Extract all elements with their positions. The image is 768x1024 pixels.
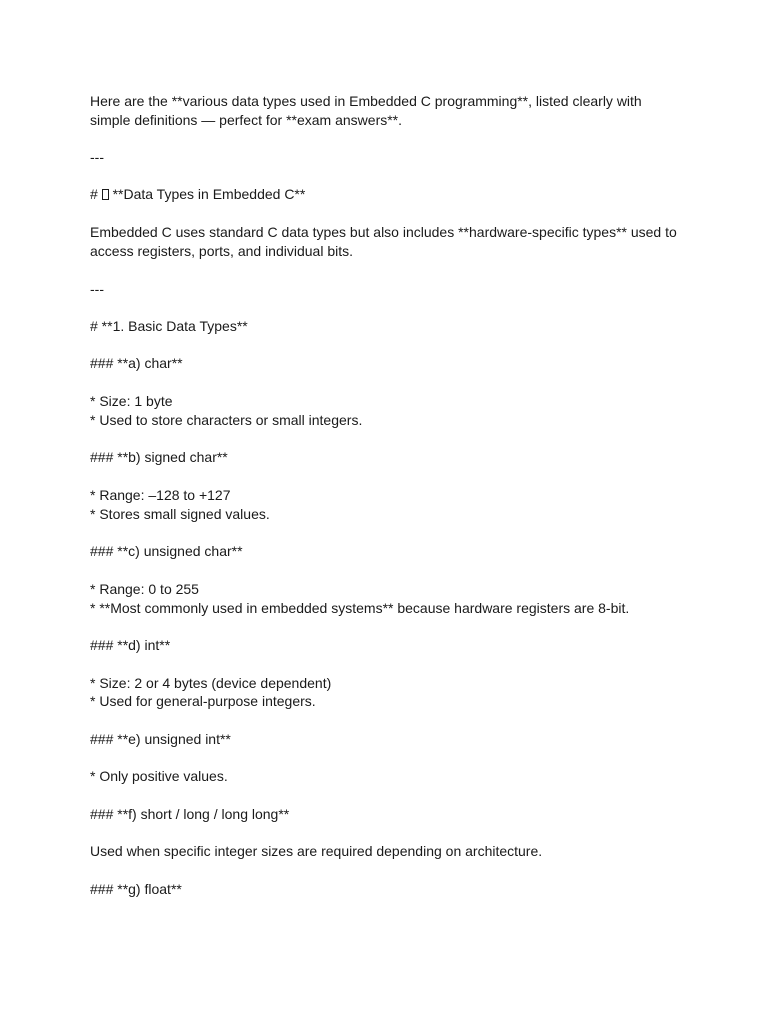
bullet-char-usage: * Used to store characters or small integers.: [90, 412, 363, 428]
bullet-unsigned-int-values: * Only positive values.: [90, 768, 228, 784]
subheading-unsigned-int: ### **e) unsigned int**: [90, 731, 231, 747]
subheading-unsigned-char: ### **c) unsigned char**: [90, 543, 243, 559]
main-heading-prefix: #: [90, 186, 102, 202]
description-line-2: access registers, ports, and individual bits.: [90, 243, 354, 259]
bullet-unsigned-char-usage: * **Most commonly used in embedded systems** because hardware registers are 8-bit.: [90, 600, 630, 616]
missing-glyph-icon: [102, 189, 109, 200]
bullet-unsigned-char-range: * Range: 0 to 255: [90, 581, 199, 597]
bullet-signed-char-range: * Range: –128 to +127: [90, 487, 231, 503]
subheading-char: ### **a) char**: [90, 355, 183, 371]
subheading-signed-char: ### **b) signed char**: [90, 449, 228, 465]
bullet-int-usage: * Used for general-purpose integers.: [90, 693, 316, 709]
main-heading: [90, 185, 305, 204]
separator-1: ---: [90, 149, 104, 165]
bullet-signed-char-usage: * Stores small signed values.: [90, 506, 270, 522]
main-heading-text: **Data Types in Embedded C**: [108, 186, 306, 202]
section-heading-basic-types: # **1. Basic Data Types**: [90, 318, 248, 334]
intro-line-1: Here are the **various data types used in Embedded C programming**, listed clearly with: [90, 93, 642, 109]
separator-2: ---: [90, 281, 104, 297]
short-long-description: Used when specific integer sizes are required depending on architecture.: [90, 843, 543, 859]
description-line-1: Embedded C uses standard C data types but also includes **hardware-specific types** used to: [90, 224, 677, 240]
subheading-int: ### **d) int**: [90, 637, 171, 653]
bullet-char-size: * Size: 1 byte: [90, 393, 173, 409]
subheading-short-long: ### **f) short / long / long long**: [90, 806, 290, 822]
subheading-float: ### **g) float**: [90, 881, 182, 897]
bullet-int-size: * Size: 2 or 4 bytes (device dependent): [90, 675, 332, 691]
intro-line-2: simple definitions — perfect for **exam answers**.: [90, 112, 403, 128]
